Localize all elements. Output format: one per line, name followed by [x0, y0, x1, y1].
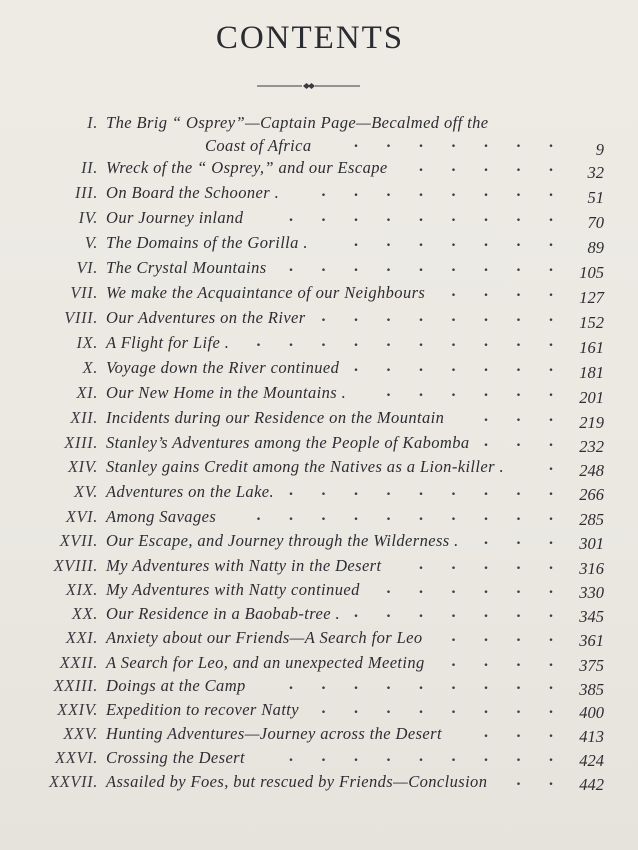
chapter-title: Our Residence in a Baobab-tree . [106, 604, 340, 623]
chapter-number: XIX. [65, 580, 98, 599]
leader-dot: . [451, 358, 456, 375]
leader-dot: . [484, 208, 488, 225]
leader-dot: . [549, 700, 553, 717]
leader-dot: . [484, 408, 488, 425]
leader-dot: . [386, 482, 391, 499]
leader-dot: . [386, 183, 391, 200]
page-number: 105 [579, 263, 604, 282]
chapter-number: XXV. [63, 724, 98, 743]
leader-dot: . [516, 358, 521, 375]
leader-dot: . [549, 308, 553, 325]
leader-dot: . [516, 531, 521, 548]
page-number: 400 [579, 703, 604, 722]
leader-dot: . [419, 676, 423, 693]
leader-dot: . [419, 134, 423, 151]
leader-dot: . [451, 507, 456, 524]
leader-dot: . [419, 358, 423, 375]
leader-dot: . [451, 748, 456, 765]
chapter-title: My Adventures with Natty in the Desert [106, 556, 382, 575]
page-number: 89 [587, 238, 604, 257]
leader-dot: . [549, 772, 553, 789]
leader-dot: . [484, 158, 488, 175]
leader-dot: . [354, 482, 358, 499]
leader-dot: . [484, 628, 488, 645]
leader-dot: . [549, 408, 553, 425]
chapter-title: My Adventures with Natty continued [106, 580, 360, 599]
chapter-number: XXI. [65, 628, 98, 647]
leader-dot: . [419, 748, 423, 765]
chapter-number: V. [84, 233, 98, 252]
chapter-title: Our Escape, and Journey through the Wilderness . [106, 531, 459, 550]
leader-dot: . [419, 308, 423, 325]
chapter-title: Wreck of the “ Osprey,” and our Escape [106, 158, 388, 177]
leader-dot: . [354, 208, 358, 225]
chapter-number: XXII. [59, 653, 98, 672]
page-number: 442 [579, 775, 604, 794]
leader-dot: . [386, 604, 391, 621]
leader-dot: . [354, 507, 358, 524]
leader-dot: . [484, 383, 488, 400]
leader-dot: . [321, 748, 326, 765]
leader-dot: . [354, 233, 358, 250]
leader-dot: . [484, 283, 488, 300]
leader-dot: . [484, 482, 488, 499]
leader-dot: . [289, 208, 293, 225]
chapter-title-continued: Coast of Africa [205, 136, 312, 155]
leader-dot: . [549, 183, 553, 200]
chapter-number: XXIII. [53, 676, 98, 695]
leader-dot: . [549, 208, 553, 225]
leader-dot: . [321, 676, 326, 693]
leader-dot: . [549, 531, 553, 548]
leader-dot: . [516, 482, 521, 499]
leader-dot: . [549, 482, 553, 499]
leader-dot: . [516, 700, 521, 717]
leader-dot: . [516, 233, 521, 250]
leader-dot: . [516, 283, 521, 300]
chapter-number: III. [74, 183, 98, 202]
leader-dot: . [419, 580, 423, 597]
leader-dot: . [419, 333, 423, 350]
leader-dot: . [354, 134, 358, 151]
page-number: 181 [579, 363, 604, 382]
chapter-title: Our New Home in the Mountains . [106, 383, 347, 402]
chapter-title: Expedition to recover Natty [106, 700, 300, 719]
leader-dot: . [419, 507, 423, 524]
leader-dot: . [451, 134, 456, 151]
leader-dot: . [289, 482, 293, 499]
chapter-title: A Flight for Life . [106, 333, 230, 352]
leader-dot: . [354, 358, 358, 375]
leader-dot: . [451, 700, 456, 717]
leader-dot: . [419, 556, 423, 573]
chapter-number: I. [87, 113, 98, 132]
leader-dot: . [484, 258, 488, 275]
leader-dot: . [549, 283, 553, 300]
leader-dot: . [484, 676, 488, 693]
leader-dot: . [484, 604, 488, 621]
leader-dot: . [289, 507, 293, 524]
leader-dot: . [451, 628, 456, 645]
page-number: 361 [579, 631, 604, 650]
leader-dot: . [484, 233, 488, 250]
leader-dot: . [451, 208, 456, 225]
page-number: 375 [579, 656, 604, 675]
page-number: 301 [579, 534, 604, 553]
leader-dot: . [419, 482, 423, 499]
page-number: 201 [579, 388, 604, 407]
leader-dot: . [451, 258, 456, 275]
leader-dot: . [386, 580, 391, 597]
leader-dot: . [549, 258, 553, 275]
page-number: 127 [579, 288, 604, 307]
leader-dot: . [484, 183, 488, 200]
page-title: CONTENTS [215, 20, 405, 56]
leader-dot: . [354, 676, 358, 693]
leader-dot: . [451, 653, 456, 670]
leader-dot: . [549, 457, 553, 474]
leader-dot: . [516, 676, 521, 693]
leader-dot: . [289, 258, 293, 275]
leader-dot: . [451, 308, 456, 325]
page-number: 285 [579, 510, 604, 529]
leader-dot: . [516, 628, 521, 645]
leader-dot: . [516, 158, 521, 175]
leader-dot: . [549, 748, 553, 765]
leader-dot: . [256, 507, 261, 524]
leader-dot: . [289, 333, 293, 350]
leader-dot: . [256, 333, 261, 350]
leader-dot: . [549, 653, 553, 670]
chapter-number: X. [82, 358, 98, 377]
chapter-number: VIII. [64, 308, 98, 327]
leader-dot: . [484, 308, 488, 325]
page-number: 424 [579, 751, 604, 770]
leader-dot: . [321, 258, 326, 275]
chapter-number: VII. [70, 283, 98, 302]
leader-dot: . [549, 580, 553, 597]
leader-dot: . [516, 772, 521, 789]
page-number: 316 [579, 559, 604, 578]
chapter-number: XV. [74, 482, 98, 501]
leader-dot: . [451, 482, 456, 499]
leader-dot: . [549, 233, 553, 250]
leader-dot: . [549, 556, 553, 573]
leader-dot: . [549, 383, 553, 400]
chapter-number: VI. [76, 258, 98, 277]
leader-dot: . [354, 183, 358, 200]
leader-dot: . [451, 604, 456, 621]
page-number: 232 [579, 437, 604, 456]
leader-dot: . [354, 748, 358, 765]
chapter-title: Doings at the Camp [106, 676, 246, 695]
leader-dot: . [354, 258, 358, 275]
chapter-title: Our Journey inland [106, 208, 244, 227]
leader-dot: . [549, 724, 553, 741]
page-number: 248 [579, 461, 604, 480]
chapter-number: XIII. [64, 433, 98, 452]
leader-dot: . [451, 283, 456, 300]
leader-dot: . [386, 383, 391, 400]
leader-dot: . [549, 604, 553, 621]
leader-dot: . [484, 134, 488, 151]
leader-dot: . [419, 208, 423, 225]
chapter-title: We make the Acquaintance of our Neighbours [106, 283, 426, 302]
leader-dot: . [516, 724, 521, 741]
leader-dot: . [451, 333, 456, 350]
leader-dot: . [484, 556, 488, 573]
chapter-title: The Domains of the Gorilla . [106, 233, 308, 252]
leader-dot: . [451, 580, 456, 597]
page-number: 413 [579, 727, 604, 746]
leader-dot: . [484, 333, 488, 350]
leader-dot: . [516, 748, 521, 765]
leader-dot: . [386, 333, 391, 350]
leader-dot: . [386, 358, 391, 375]
chapter-number: XXVI. [55, 748, 98, 767]
leader-dot: . [549, 134, 553, 151]
leader-dot: . [321, 308, 326, 325]
page-number: 9 [595, 140, 604, 159]
chapter-title: Assailed by Foes, but rescued by Friends—Conclusion [106, 772, 488, 791]
leader-dot: . [451, 158, 456, 175]
chapter-title: The Crystal Mountains [106, 258, 267, 277]
page-number: 266 [579, 485, 604, 504]
page-number: 51 [587, 188, 604, 207]
leader-dot: . [484, 653, 488, 670]
chapter-number: XX. [71, 604, 98, 623]
leader-dot: . [419, 604, 423, 621]
chapter-title: Adventures on the Lake. [106, 482, 275, 501]
leader-dot: . [516, 258, 521, 275]
leader-dot: . [484, 700, 488, 717]
leader-dot: . [419, 233, 423, 250]
chapter-number: XXVII. [49, 772, 98, 791]
leader-dot: . [516, 408, 521, 425]
leader-dot: . [484, 724, 488, 741]
chapter-title: Stanley’s Adventures among the People of Kabomba [106, 433, 470, 452]
leader-dot: . [321, 183, 326, 200]
chapter-title: Hunting Adventures—Journey across the Desert [106, 724, 442, 743]
leader-dot: . [386, 134, 391, 151]
leader-dot: . [386, 700, 391, 717]
leader-dot: . [451, 556, 456, 573]
leader-dot: . [549, 158, 553, 175]
leader-dot: . [484, 507, 488, 524]
chapter-number: IV. [78, 208, 98, 227]
leader-dot: . [386, 308, 391, 325]
chapter-number: XI. [76, 383, 98, 402]
leader-dot: . [289, 748, 293, 765]
chapter-title: Crossing the Desert [106, 748, 245, 767]
leader-dot: . [549, 433, 553, 450]
chapter-number: XIV. [67, 457, 98, 476]
page-number: 385 [579, 680, 604, 699]
leader-dot: . [484, 531, 488, 548]
leader-dot: . [484, 433, 488, 450]
leader-dot: . [321, 482, 326, 499]
leader-dot: . [516, 134, 521, 151]
leader-dot: . [354, 700, 358, 717]
leader-dot: . [419, 158, 423, 175]
page-number: 152 [579, 313, 604, 332]
leader-dot: . [419, 383, 423, 400]
page-number: 32 [587, 163, 604, 182]
chapter-number: XVI. [65, 507, 98, 526]
leader-dot: . [516, 308, 521, 325]
leader-dot: . [354, 604, 358, 621]
leader-dot: . [386, 208, 391, 225]
chapter-number: XVII. [59, 531, 98, 550]
chapter-title: Stanley gains Credit among the Natives as a Lion-killer . [106, 457, 504, 476]
leader-dot: . [549, 628, 553, 645]
chapter-number: XXIV. [57, 700, 98, 719]
leader-dot: . [451, 676, 456, 693]
leader-dot: . [484, 580, 488, 597]
chapter-title: Voyage down the River continued [106, 358, 340, 377]
leader-dot: . [321, 333, 326, 350]
leader-dot: . [484, 748, 488, 765]
chapter-title: Our Adventures on the River [106, 308, 306, 327]
leader-dot: . [451, 183, 456, 200]
leader-dot: . [516, 580, 521, 597]
leader-dot: . [289, 676, 293, 693]
page-number: 219 [579, 413, 604, 432]
leader-dot: . [419, 258, 423, 275]
leader-dot: . [516, 433, 521, 450]
leader-dot: . [484, 358, 488, 375]
chapter-number: XII. [70, 408, 98, 427]
chapter-title: Incidents during our Residence on the Mountain [106, 408, 445, 427]
leader-dot: . [386, 258, 391, 275]
leader-dot: . [516, 604, 521, 621]
leader-dot: . [451, 383, 456, 400]
leader-dot: . [516, 653, 521, 670]
page-number: 345 [579, 607, 604, 626]
chapter-number: II. [81, 158, 98, 177]
page-number: 161 [579, 338, 604, 357]
leader-dot: . [516, 183, 521, 200]
leader-dot: . [451, 233, 456, 250]
leader-dot: . [549, 676, 553, 693]
leader-dot: . [419, 700, 423, 717]
leader-dot: . [386, 676, 391, 693]
leader-dot: . [419, 183, 423, 200]
chapter-number: XVIII. [53, 556, 98, 575]
page-number: 70 [587, 213, 604, 232]
chapter-number: IX. [76, 333, 98, 352]
leader-dot: . [321, 507, 326, 524]
leader-dot: . [516, 383, 521, 400]
leader-dot: . [386, 233, 391, 250]
chapter-title: The Brig “ Osprey”—Captain Page—Becalmed off the [106, 113, 489, 132]
leader-dot: . [386, 507, 391, 524]
leader-dot: . [549, 333, 553, 350]
leader-dot: . [321, 208, 326, 225]
chapter-title: A Search for Leo, and an unexpected Meeting [106, 653, 425, 672]
leader-dot: . [549, 507, 553, 524]
leader-dot: . [321, 700, 326, 717]
leader-dot: . [516, 208, 521, 225]
leader-dot: . [549, 358, 553, 375]
leader-dot: . [516, 556, 521, 573]
leader-dot: . [516, 333, 521, 350]
leader-dot: . [354, 333, 358, 350]
leader-dot: . [354, 308, 358, 325]
leader-dot: . [386, 748, 391, 765]
chapter-title: Among Savages [106, 507, 217, 526]
page-number: 330 [579, 583, 604, 602]
chapter-title: Anxiety about our Friends—A Search for Leo [106, 628, 423, 647]
chapter-title: On Board the Schooner . [106, 183, 280, 202]
leader-dot: . [516, 507, 521, 524]
